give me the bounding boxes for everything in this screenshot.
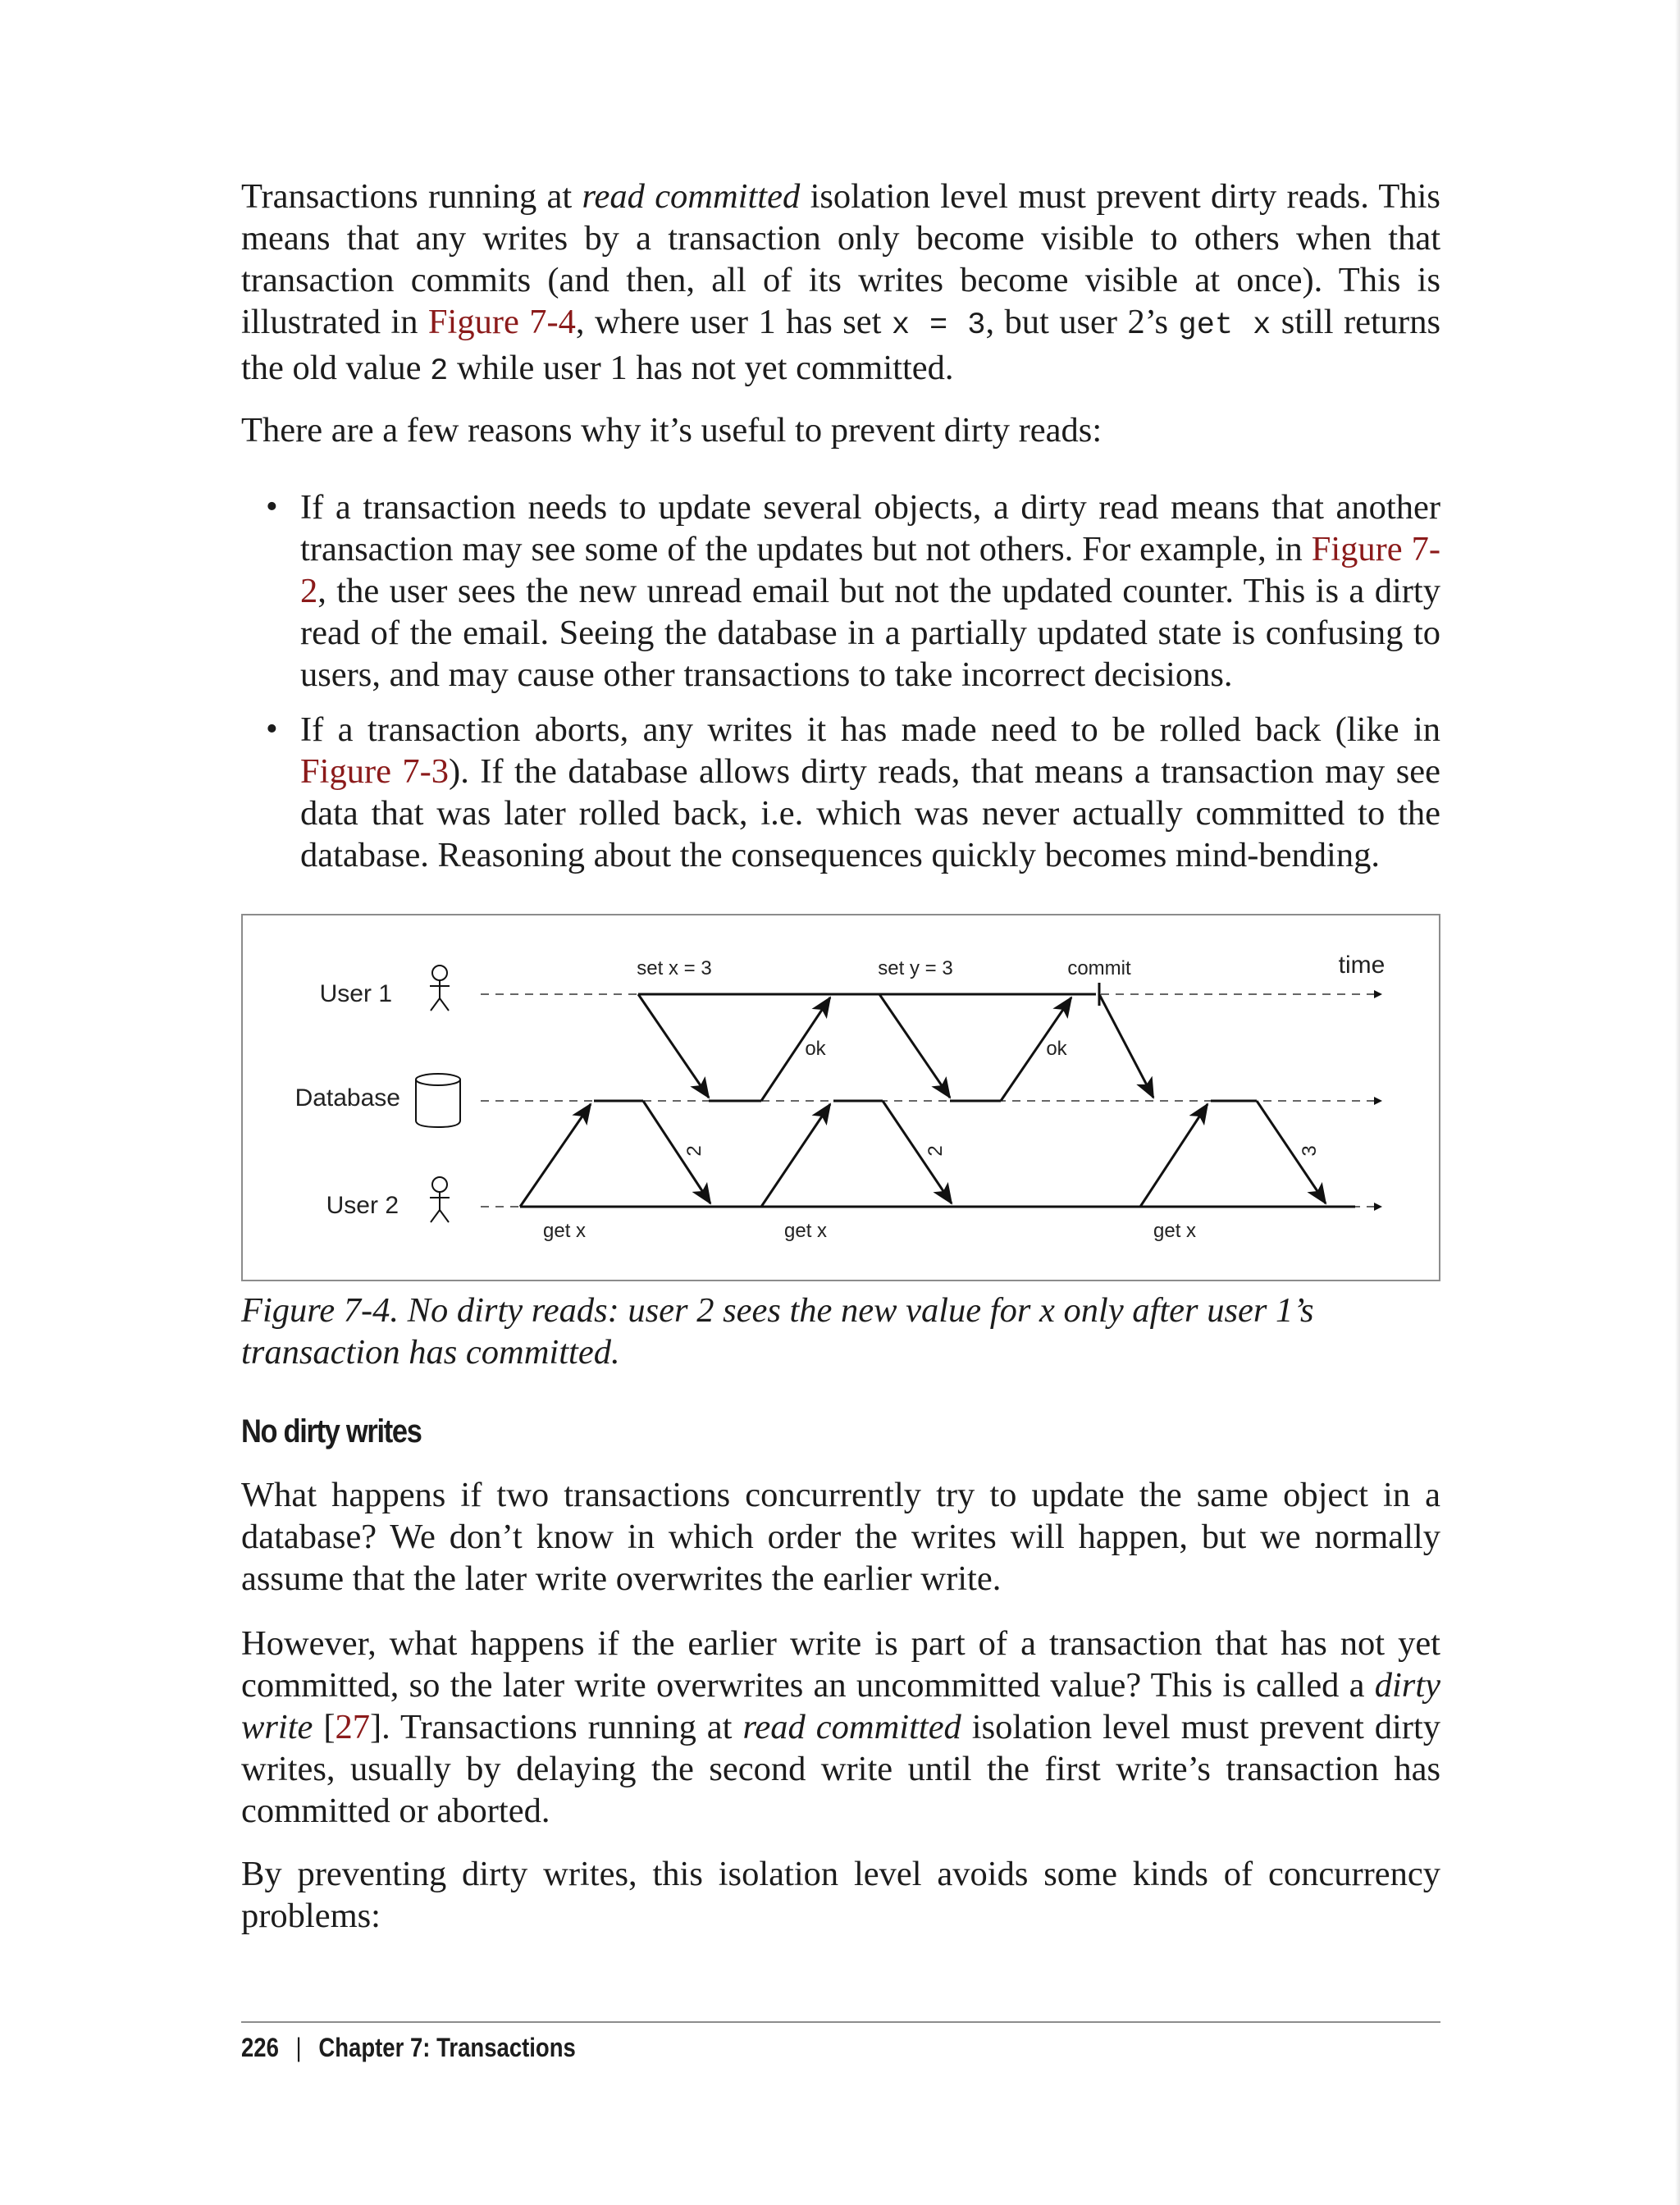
page-footer bbox=[241, 2033, 576, 2063]
link-figure-7-4[interactable]: Figure 7-4 bbox=[427, 303, 576, 341]
text-run: ]. Transactions running at bbox=[370, 1708, 743, 1746]
link-figure-7-3[interactable]: Figure 7-3 bbox=[300, 752, 450, 791]
arrow-set-x-request bbox=[638, 994, 709, 1098]
text-run: while user 1 has not yet committed. bbox=[448, 349, 954, 387]
user2-stick-figure-icon bbox=[430, 1177, 450, 1222]
chapter-title: Chapter 7: Transactions bbox=[318, 2033, 576, 2062]
page-edge-shadow bbox=[1675, 0, 1680, 2205]
bullet-marker: • bbox=[266, 488, 278, 526]
figure-caption: Figure 7-4. No dirty reads: user 2 sees the new value for x only after user 1’s transaction has committed. bbox=[241, 1291, 1314, 1372]
footer-separator: | bbox=[295, 2033, 302, 2062]
text-run: isolation level must prevent dirty reads. This means that any writes by a transaction only become visible to others when that transaction commits (and then, all of its writes become visible at once). This is illustrated in bbox=[241, 177, 1440, 341]
arrow-set-y-request bbox=[879, 994, 950, 1098]
user1-stick-figure-icon bbox=[430, 966, 450, 1011]
paragraph-reasons: There are a few reasons why it’s useful to prevent dirty reads: bbox=[241, 411, 1102, 450]
link-figure-7-2[interactable]: Figure 7-2 bbox=[300, 530, 1440, 610]
paragraph-preventing-dirty-writes: By preventing dirty writes, this isolation level avoids some kinds of concurrency problems: bbox=[241, 1855, 1440, 1935]
value-returned-2: 2 bbox=[924, 1145, 947, 1157]
value-returned-1: 2 bbox=[683, 1145, 705, 1157]
paragraph-read-committed bbox=[241, 176, 1440, 393]
text-run: However, what happens if the earlier write is part of a transaction that has not yet committed, so the later write overwrites an uncommitted value? This is called a bbox=[241, 1624, 1440, 1705]
link-reference-27[interactable]: 27 bbox=[335, 1708, 371, 1746]
label-ok-1: ok bbox=[805, 1038, 826, 1060]
arrow-get-x-2-request bbox=[761, 1104, 830, 1207]
section-heading-no-dirty-writes: No dirty writes bbox=[241, 1413, 422, 1449]
text-run: isolation level must prevent dirty writes, usually by delaying the second write until the first write’s transaction has committed or aborted. bbox=[241, 1708, 1441, 1830]
text-run: , but user 2’s bbox=[985, 303, 1179, 341]
text-run: , where user 1 has set bbox=[575, 303, 892, 341]
code-get-x: get x bbox=[1178, 308, 1271, 343]
value-returned-3: 3 bbox=[1299, 1145, 1321, 1157]
label-get-x-2: get x bbox=[784, 1220, 828, 1242]
arrow-commit bbox=[1099, 994, 1153, 1098]
label-set-y: set y = 3 bbox=[878, 957, 953, 979]
text-run: still returns the old value bbox=[241, 303, 1440, 387]
emphasis-read-committed: read committed bbox=[742, 1708, 961, 1746]
paragraph-dirty-write bbox=[241, 1623, 1440, 1832]
label-set-x: set x = 3 bbox=[637, 957, 712, 979]
actor-label-database: Database bbox=[294, 1084, 400, 1112]
page-number: 226 bbox=[241, 2033, 279, 2062]
code-value-2: 2 bbox=[430, 354, 449, 389]
arrow-get-x-1-request bbox=[520, 1104, 591, 1207]
paragraph-concurrent-writes: What happens if two transactions concurrently try to update the same object in a database? We don’t know in which order the writes will happen, but we normally assume that the later write overwrites the earlier write. bbox=[241, 1476, 1440, 1598]
text-run: If a transaction needs to update several objects, a dirty read means that another transaction may see some of the updates but not others. For example, in bbox=[300, 488, 1440, 568]
code-x-equals-3: x = 3 bbox=[891, 308, 986, 343]
bullet-list bbox=[241, 486, 1440, 876]
bullet-item-partial-update bbox=[241, 486, 1440, 696]
text-run: , the user sees the new unread email but not the updated counter. This is a dirty read of the email. Seeing the database in a partially updated state is confusing to users, and may cause other transactions to take incorrect decisions. bbox=[300, 572, 1440, 694]
actor-label-user1: User 1 bbox=[319, 980, 392, 1007]
database-cylinder-icon bbox=[416, 1074, 460, 1127]
label-get-x-3: get x bbox=[1153, 1220, 1197, 1242]
text-run: If a transaction aborts, any writes it has made need to be rolled back (like in bbox=[300, 710, 1440, 749]
text-run: Transactions running at bbox=[241, 177, 582, 216]
bullet-item-rollback bbox=[241, 709, 1440, 876]
footer-rule bbox=[241, 2021, 1440, 2023]
label-ok-2: ok bbox=[1046, 1038, 1067, 1060]
emphasis-dirty-write: dirty write bbox=[241, 1666, 1440, 1746]
actor-label-user2: User 2 bbox=[326, 1192, 399, 1219]
label-get-x-1: get x bbox=[543, 1220, 587, 1242]
figure-7-4-diagram bbox=[241, 914, 1440, 1281]
bullet-marker: • bbox=[266, 710, 278, 748]
text-run: ). If the database allows dirty reads, that means a transaction may see data that was later rolled back, i.e. which was never actually committed to the database. Reasoning about the consequences quickly becomes mind-bending. bbox=[300, 752, 1440, 874]
label-time-axis: time bbox=[1338, 952, 1386, 979]
arrow-get-x-3-request bbox=[1140, 1104, 1208, 1207]
sequence-diagram bbox=[243, 915, 1442, 1283]
emphasis-read-committed: read committed bbox=[582, 177, 801, 216]
label-commit: commit bbox=[1067, 957, 1131, 979]
text-run: [ bbox=[313, 1708, 336, 1746]
